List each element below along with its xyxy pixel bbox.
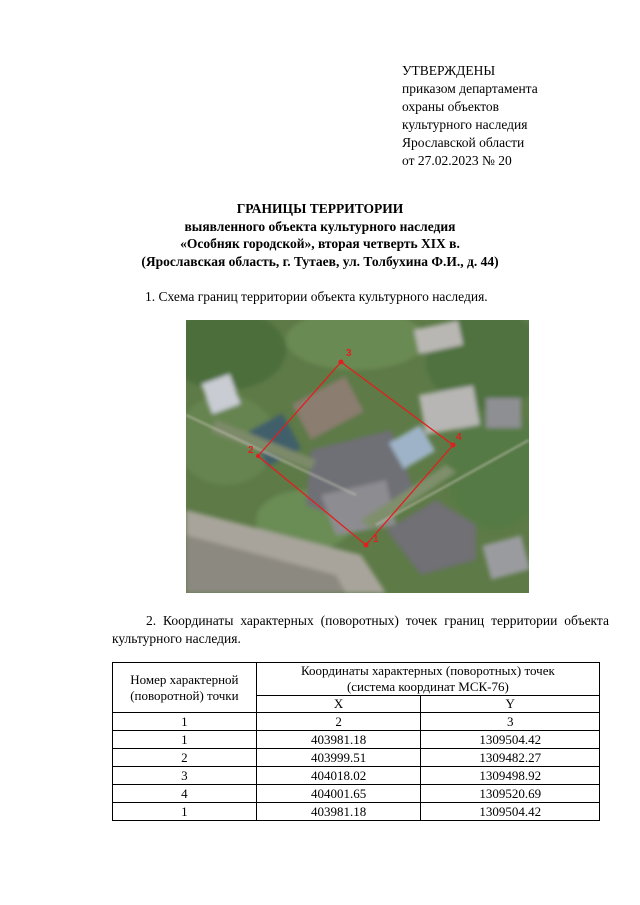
coord-y: 1309482.27 [421,749,600,767]
column-number: 2 [256,713,421,731]
table-row [113,767,600,785]
coord-x: 403999.51 [256,749,421,767]
header-y: Y [421,696,600,713]
column-number: 3 [421,713,600,731]
coordinates-table [112,662,600,821]
coord-y: 1309520.69 [421,785,600,803]
header-coordinates-line-2: (система координат МСК-76) [346,679,509,694]
boundary-point-2 [256,454,260,458]
table-row [113,749,600,767]
table-row [113,803,600,821]
point-number: 1 [113,731,257,749]
approval-line: культурного наследия [402,117,528,132]
approval-line: от 27.02.2023 № 20 [402,153,512,168]
point-number: 1 [113,803,257,821]
approval-line: Ярославской области [402,135,525,150]
approval-line: УТВЕРЖДЕНЫ [402,63,496,78]
boundary-point-1 [364,543,369,548]
table-row [113,731,600,749]
section-2-heading: 2. Координаты характерных (поворотных) точек границ территории объекта культурного наследия. [112,613,609,646]
header-coordinates-line-1: Координаты характерных (поворотных) точек [300,663,555,678]
coord-y: 1309504.42 [421,803,600,821]
coord-x: 404018.02 [256,767,421,785]
document-title [0,200,640,270]
approval-line: приказом департамента [402,81,538,96]
satellite-map [186,320,529,593]
boundary-point-3 [339,360,344,365]
coord-x: 403981.18 [256,731,421,749]
title-line: выявленного объекта культурного наследия [184,218,456,234]
coord-x: 404001.65 [256,785,421,803]
column-number: 1 [113,713,257,731]
title-line: (Ярославская область, г. Тутаев, ул. Толбухина Ф.И., д. 44) [141,253,499,269]
header-point-number: Номер характерной (поворотной) точки [113,663,257,713]
header-x: X [256,696,421,713]
point-number: 3 [113,767,257,785]
coord-y: 1309498.92 [421,767,600,785]
point-number: 2 [113,749,257,767]
header-coordinates [256,663,599,696]
approval-line: охраны объектов [402,99,500,114]
coord-x: 403981.18 [256,803,421,821]
section-1-heading: 1. Схема границ территории объекта культурного наследия. [145,289,488,304]
map-imagery [186,320,529,593]
point-label-3: 3 [346,348,352,359]
column-number-row [113,713,600,731]
title-line: ГРАНИЦЫ ТЕРРИТОРИИ [236,201,404,216]
point-label-2: 2 [248,445,254,456]
boundary-point-4 [451,443,456,448]
coord-y: 1309504.42 [421,731,600,749]
table-row [113,785,600,803]
point-label-1: 1 [373,534,379,545]
point-label-4: 4 [456,432,462,443]
title-line: «Особняк городской», вторая четверть XIX в. [180,236,460,251]
point-number: 4 [113,785,257,803]
approval-stamp [402,62,538,170]
